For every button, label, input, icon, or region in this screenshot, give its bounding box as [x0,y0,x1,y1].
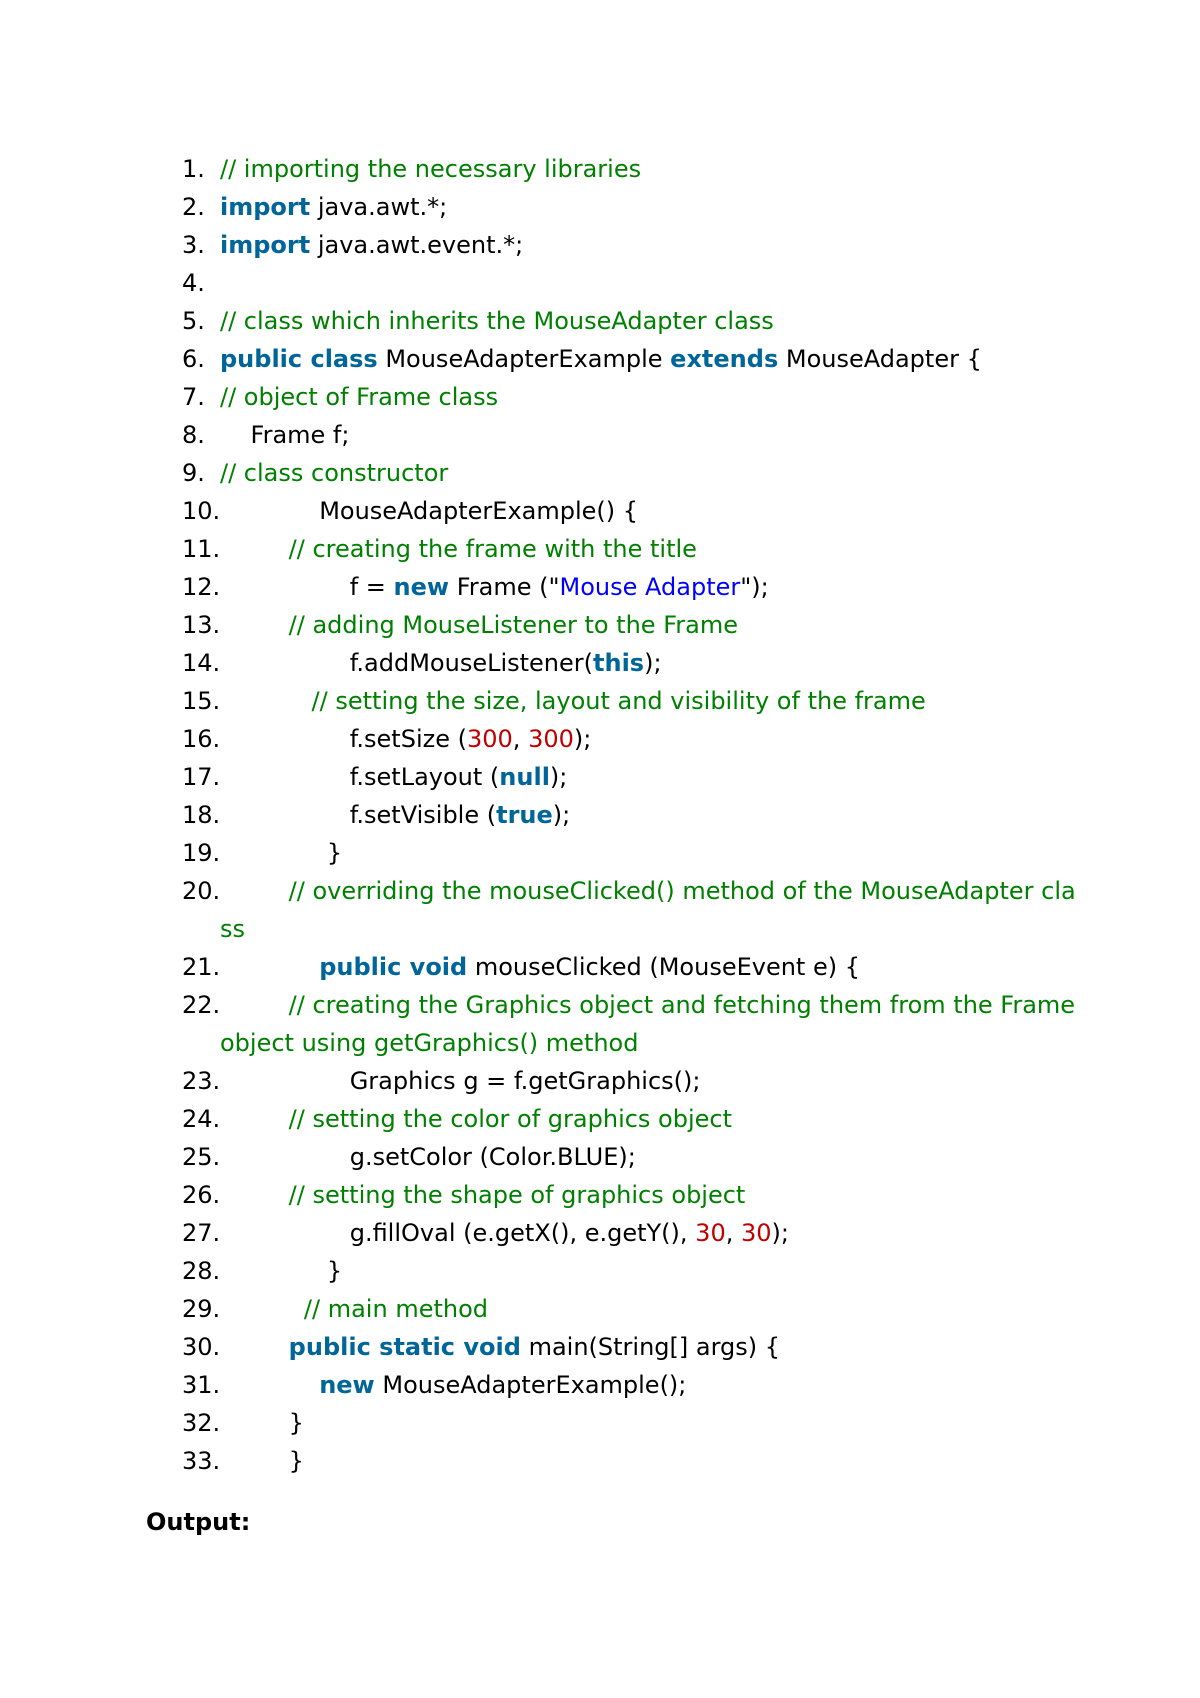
code-token-plain: f.addMouseListener( [220,649,594,677]
code-token-plain [220,953,319,981]
code-text [220,796,1082,834]
code-text [220,378,1082,416]
code-token-comment: // creating the frame with the title [288,535,697,563]
code-token-plain: } [220,1257,343,1285]
code-text [220,1138,1082,1176]
code-token-plain: java.awt.event.*; [310,231,524,259]
code-text [220,986,1082,1062]
code-token-plain [220,1371,319,1399]
code-token-plain: g.fillOval (e.getX(), e.getY(), [220,1219,696,1247]
code-token-plain [220,877,289,905]
code-token-plain: f = [220,573,394,601]
code-line [0,1062,1200,1100]
code-token-plain [220,687,312,715]
output-label: Output: [146,1508,251,1536]
code-token-plain: ); [771,1219,789,1247]
line-number: 15. [182,687,221,715]
code-text [220,1176,1082,1214]
code-token-plain: main(String[] args) { [520,1333,781,1361]
code-text [220,606,1082,644]
code-line [0,492,1200,530]
code-line [0,796,1200,834]
line-number: 8. [182,421,205,449]
line-number: 14. [182,649,221,677]
code-token-plain: } [220,1409,304,1437]
code-token-keyword: new [393,573,450,601]
code-token-comment: // class constructor [220,459,449,487]
line-number: 7. [182,383,205,411]
line-number: 4. [182,269,205,297]
code-text [220,416,1082,454]
code-line [0,682,1200,720]
code-token-comment: // setting the shape of graphics object [288,1181,746,1209]
line-number: 31. [182,1371,221,1399]
line-number: 32. [182,1409,221,1437]
code-token-keyword: import [220,193,311,221]
code-text [220,340,1082,378]
line-number: 1. [182,155,205,183]
code-line [0,1442,1200,1480]
code-line [0,302,1200,340]
code-token-comment: // class which inherits the MouseAdapter class [220,307,774,335]
code-token-keyword: public void [319,953,468,981]
code-text [220,1328,1082,1366]
line-number: 13. [182,611,221,639]
code-token-plain [220,535,289,563]
code-token-plain: java.awt.*; [310,193,448,221]
code-line [0,530,1200,568]
code-token-plain: Frame (" [449,573,560,601]
code-token-keyword: null [499,763,550,791]
code-token-plain [220,1333,289,1361]
code-token-comment: // main method [303,1295,488,1323]
line-number: 22. [182,991,221,1019]
code-line [0,264,1200,302]
code-token-comment: // setting the size, layout and visibility of the frame [311,687,926,715]
code-text [220,302,1082,340]
line-number: 28. [182,1257,221,1285]
code-text [220,492,1082,530]
code-token-plain: ); [644,649,662,677]
code-line [0,1290,1200,1328]
code-line [0,986,1200,1062]
line-number: 5. [182,307,205,335]
line-number: 3. [182,231,205,259]
code-token-keyword: this [593,649,645,677]
code-token-keyword: public class [220,345,378,373]
code-token-plain: f.setVisible ( [220,801,497,829]
line-number: 11. [182,535,221,563]
code-line [0,226,1200,264]
line-number: 6. [182,345,205,373]
code-token-plain [220,1181,289,1209]
line-number: 2. [182,193,205,221]
code-line [0,150,1200,188]
code-token-plain: Graphics g = f.getGraphics(); [220,1067,701,1095]
code-token-plain: , [725,1219,741,1247]
line-number: 18. [182,801,221,829]
code-token-plain: MouseAdapterExample(); [374,1371,687,1399]
line-number: 20. [182,877,221,905]
code-text [220,1100,1082,1138]
code-token-plain [220,1105,289,1133]
code-token-comment: // creating the Graphics object and fetching them from the Frame object using getGraphics() method [220,991,1083,1057]
code-token-plain: ); [549,763,568,791]
code-line [0,188,1200,226]
code-token-plain: MouseAdapterExample() { [220,497,639,525]
code-token-plain: ); [552,801,571,829]
code-text [220,150,1082,188]
line-number: 23. [182,1067,221,1095]
code-token-plain: g.setColor (Color.BLUE); [220,1143,636,1171]
code-token-plain: mouseClicked (MouseEvent e) { [467,953,860,981]
code-text [220,720,1082,758]
code-line [0,1404,1200,1442]
code-line [0,454,1200,492]
code-token-keyword: extends [670,345,779,373]
code-text [220,1366,1082,1404]
code-token-comment: // object of Frame class [220,383,499,411]
code-text [220,226,1082,264]
line-number: 25. [182,1143,221,1171]
code-token-plain: } [220,839,343,867]
code-line [0,1366,1200,1404]
code-token-number: 300 [466,725,513,753]
code-line [0,644,1200,682]
line-number: 29. [182,1295,221,1323]
code-line [0,948,1200,986]
code-line [0,1328,1200,1366]
code-text [220,1442,1082,1480]
code-text [220,454,1082,492]
code-line [0,758,1200,796]
line-number: 26. [182,1181,221,1209]
code-token-keyword: import [220,231,311,259]
line-number: 24. [182,1105,221,1133]
code-line [0,1214,1200,1252]
code-text [220,1062,1082,1100]
line-number: 33. [182,1447,221,1475]
line-number: 19. [182,839,221,867]
code-text [220,1252,1082,1290]
code-token-plain: ); [573,725,592,753]
code-token-plain: f.setSize ( [220,725,467,753]
code-text [220,834,1082,872]
line-number: 27. [182,1219,221,1247]
code-listing [0,150,1200,1480]
code-text [220,872,1082,948]
code-token-string: Mouse Adapter [559,573,741,601]
code-token-plain: } [220,1447,304,1475]
code-token-comment: // overriding the mouseClicked() method of the MouseAdapter class [220,877,1076,943]
code-line [0,340,1200,378]
code-token-keyword: public static void [288,1333,521,1361]
line-number: 10. [182,497,221,525]
code-token-keyword: new [319,1371,375,1399]
code-line [0,834,1200,872]
code-token-number: 30 [695,1219,726,1247]
code-token-number: 300 [528,725,574,753]
code-text [220,188,1082,226]
code-token-plain [220,611,289,639]
code-token-plain: f.setLayout ( [220,763,500,791]
code-text [220,682,1082,720]
code-token-comment: // adding MouseListener to the Frame [288,611,738,639]
code-token-plain: , [512,725,529,753]
code-text [220,568,1082,606]
code-text [220,530,1082,568]
code-token-plain [220,991,289,1019]
code-line [0,606,1200,644]
code-text [220,1214,1082,1252]
code-line [0,872,1200,948]
code-line [0,720,1200,758]
code-text [220,758,1082,796]
code-token-plain [220,1295,304,1323]
code-token-comment: // importing the necessary libraries [220,155,642,183]
line-number: 9. [182,459,205,487]
code-token-plain: "); [740,573,769,601]
code-line [0,1138,1200,1176]
line-number: 17. [182,763,221,791]
line-number: 30. [182,1333,221,1361]
code-text [220,948,1082,986]
code-line [0,1100,1200,1138]
line-number: 21. [182,953,221,981]
code-text [220,1290,1082,1328]
code-token-plain: MouseAdapter { [778,345,982,373]
code-token-plain: Frame f; [220,421,350,449]
code-line [0,1252,1200,1290]
code-text [220,1404,1082,1442]
code-line [0,1176,1200,1214]
line-number: 12. [182,573,221,601]
code-token-number: 30 [740,1219,772,1247]
code-token-plain: MouseAdapterExample [377,345,671,373]
code-line [0,416,1200,454]
line-number: 16. [182,725,221,753]
code-line [0,568,1200,606]
code-text [220,644,1082,682]
code-token-keyword: true [496,801,553,829]
code-token-comment: // setting the color of graphics object [288,1105,733,1133]
code-line [0,378,1200,416]
